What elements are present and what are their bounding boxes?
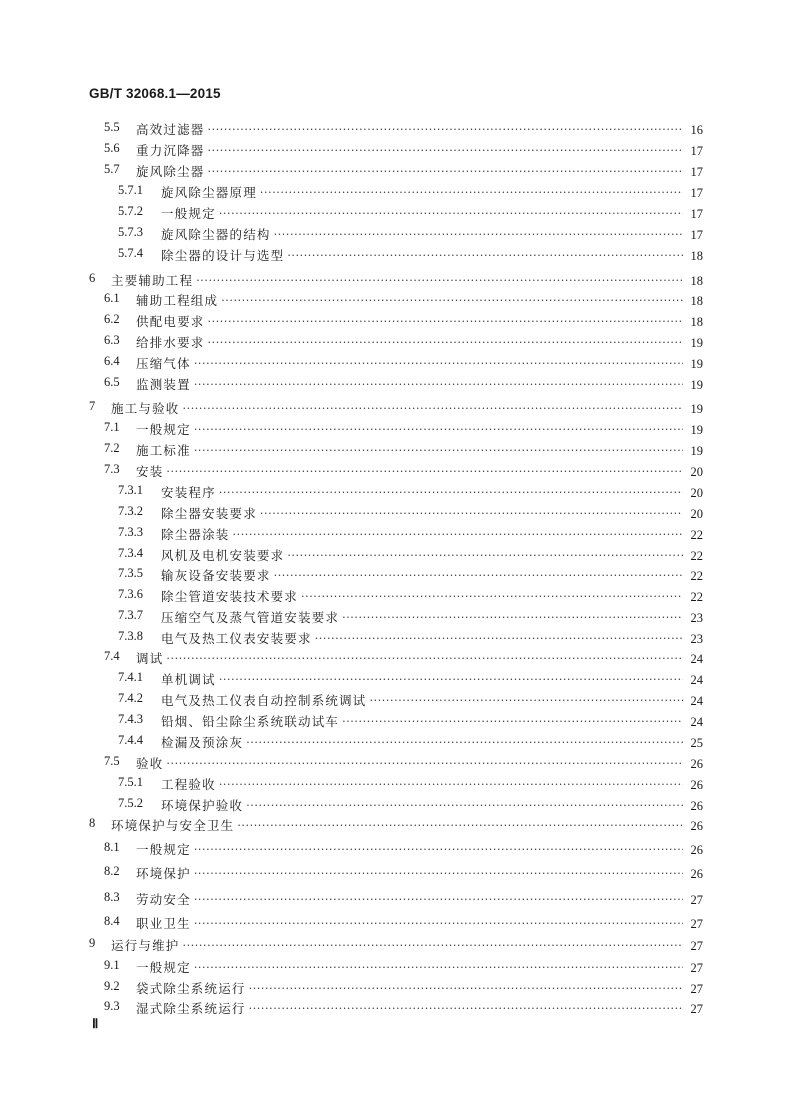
toc-entry-page: 17 (690, 186, 703, 200)
toc-entry-number: 7.4.2 (118, 691, 143, 705)
toc-entry-page: 26 (690, 843, 703, 857)
toc-entry-page: 22 (690, 590, 703, 604)
toc-entry-page: 19 (690, 423, 703, 437)
toc-leader-dots (246, 733, 683, 747)
toc-leader-dots (194, 958, 683, 972)
toc-entry-title: 供配电要求 (136, 314, 205, 329)
toc-leader-dots (315, 629, 683, 643)
toc-entry-title: 主要辅助工程 (111, 273, 194, 288)
toc-entry-number: 5.7.1 (118, 183, 143, 197)
toc-entry-title: 电气及热工仪表自动控制系统调试 (161, 693, 367, 708)
toc-entry-page: 24 (690, 694, 703, 708)
toc-entry-page: 24 (690, 652, 703, 666)
toc-entry-number: 5.7.4 (118, 246, 143, 260)
toc-leader-dots (166, 462, 683, 476)
toc-entry-number: 6 (89, 271, 96, 285)
toc-entry[interactable] (0, 375, 792, 393)
toc-entry-page: 19 (690, 336, 703, 350)
toc-entry[interactable] (0, 225, 792, 243)
toc-entry[interactable] (0, 608, 792, 626)
toc-entry-title: 除尘管道安装技术要求 (161, 589, 299, 604)
toc-entry-title: 袋式除尘系统运行 (136, 981, 246, 996)
toc-entry-page: 24 (690, 715, 703, 729)
toc-entry-page: 26 (690, 757, 703, 771)
toc-entry-page: 18 (690, 294, 703, 308)
toc-entry-title: 一般规定 (136, 422, 191, 437)
toc-entry-page: 23 (690, 632, 703, 646)
toc-leader-dots (166, 649, 683, 663)
toc-entry-title: 环境保护验收 (161, 798, 244, 813)
toc-leader-dots (274, 566, 683, 580)
toc-entry-number: 7.3.6 (118, 587, 143, 601)
toc-entry-title: 职业卫生 (136, 916, 191, 931)
toc-entry-page: 17 (690, 165, 703, 179)
toc-entry-number: 7.3 (104, 462, 120, 476)
toc-leader-dots (208, 333, 683, 347)
toc-entry-number: 9 (89, 936, 96, 950)
toc-entry-title: 重力沉降器 (136, 143, 205, 158)
toc-entry-number: 7.3.8 (118, 629, 143, 643)
standard-number-header: GB/T 32068.1—2015 (89, 86, 221, 101)
toc-leader-dots (166, 754, 683, 768)
toc-entry-number: 8 (89, 816, 96, 830)
toc-entry-page: 19 (690, 357, 703, 371)
toc-entry-number: 7.5.1 (118, 775, 143, 789)
toc-leader-dots (208, 120, 683, 134)
toc-leader-dots (301, 587, 683, 601)
toc-entry-page: 27 (690, 939, 703, 953)
toc-entry[interactable] (0, 291, 792, 309)
toc-leader-dots (208, 162, 683, 176)
toc-leader-dots (208, 312, 683, 326)
toc-entry-number: 7.3.4 (118, 546, 143, 560)
toc-entry[interactable] (0, 816, 792, 834)
toc-leader-dots (194, 441, 683, 455)
toc-entry-page: 27 (690, 917, 703, 931)
toc-entry-title: 辅助工程组成 (136, 293, 219, 308)
toc-entry-title: 旋风除尘器的结构 (161, 227, 271, 242)
toc-entry[interactable] (0, 312, 792, 330)
toc-entry-number: 6.2 (104, 312, 120, 326)
toc-entry-page: 26 (690, 867, 703, 881)
toc-entry[interactable] (0, 890, 792, 908)
toc-entry-page: 27 (690, 1002, 703, 1016)
toc-entry-title: 压缩气体 (136, 356, 191, 371)
toc-entry-number: 7.4.3 (118, 712, 143, 726)
toc-entry-page: 18 (690, 315, 703, 329)
toc-entry-page: 27 (690, 893, 703, 907)
toc-entry[interactable] (0, 958, 792, 976)
toc-entry-number: 9.1 (104, 958, 120, 972)
toc-entry[interactable] (0, 246, 792, 264)
toc-entry-title: 安装 (136, 464, 164, 479)
toc-entry-title: 输灰设备安装要求 (161, 568, 271, 583)
toc-leader-dots (183, 399, 683, 413)
toc-entry[interactable] (0, 141, 792, 159)
toc-entry-title: 一般规定 (161, 206, 216, 221)
toc-leader-dots (246, 796, 683, 810)
toc-entry-page: 23 (690, 611, 703, 625)
toc-entry-title: 压缩空气及蒸气管道安装要求 (161, 610, 340, 625)
toc-entry[interactable] (0, 914, 792, 932)
toc-entry[interactable] (0, 504, 792, 522)
toc-entry-page: 24 (690, 673, 703, 687)
toc-entry[interactable] (0, 979, 792, 997)
toc-entry[interactable] (0, 333, 792, 351)
toc-entry-number: 7.4 (104, 649, 120, 663)
toc-entry-number: 5.6 (104, 141, 120, 155)
toc-leader-dots (196, 271, 683, 285)
toc-entry-number: 7 (89, 399, 96, 413)
toc-leader-dots (194, 375, 683, 389)
toc-entry-number: 8.2 (104, 864, 120, 878)
toc-entry-title: 施工标准 (136, 443, 191, 458)
toc-leader-dots (287, 546, 683, 560)
toc-entry-title: 监测装置 (136, 377, 191, 392)
toc-leader-dots (342, 608, 683, 622)
toc-entry[interactable] (0, 566, 792, 584)
toc-entry-number: 7.3.5 (118, 566, 143, 580)
toc-entry[interactable] (0, 271, 792, 289)
toc-entry-page: 26 (690, 799, 703, 813)
toc-entry[interactable] (0, 204, 792, 222)
toc-entry[interactable] (0, 796, 792, 814)
toc-leader-dots (219, 204, 683, 218)
toc-entry-title: 旋风除尘器原理 (161, 185, 257, 200)
toc-entry-number: 5.7.3 (118, 225, 143, 239)
toc-entry-page: 19 (690, 378, 703, 392)
toc-entry-page: 20 (690, 465, 703, 479)
toc-leader-dots (370, 691, 683, 705)
toc-entry-number: 7.5.2 (118, 796, 143, 810)
toc-entry[interactable] (0, 649, 792, 667)
toc-entry[interactable] (0, 691, 792, 709)
toc-entry-page: 19 (690, 402, 703, 416)
toc-entry-number: 7.5 (104, 754, 120, 768)
toc-leader-dots (194, 914, 683, 928)
toc-leader-dots (219, 775, 683, 789)
toc-leader-dots (260, 183, 683, 197)
toc-entry-number: 5.7 (104, 162, 120, 176)
toc-entry-number: 6.3 (104, 333, 120, 347)
toc-entry-number: 6.1 (104, 291, 120, 305)
toc-entry-title: 一般规定 (136, 960, 191, 975)
toc-entry-title: 运行与维护 (111, 938, 180, 953)
toc-entry-number: 7.1 (104, 420, 120, 434)
toc-entry[interactable] (0, 441, 792, 459)
toc-entry-number: 7.3.3 (118, 525, 143, 539)
toc-entry-page: 17 (690, 144, 703, 158)
toc-entry-title: 旋风除尘器 (136, 164, 205, 179)
toc-entry-page: 16 (690, 123, 703, 137)
toc-entry-number: 8.1 (104, 840, 120, 854)
toc-entry-page: 26 (690, 819, 703, 833)
page-number-footer: Ⅱ (92, 1016, 99, 1031)
toc-leader-dots (194, 354, 683, 368)
toc-entry-title: 铅烟、铅尘除尘系统联动试车 (161, 714, 340, 729)
toc-entry-number: 7.4.1 (118, 670, 143, 684)
toc-leader-dots (249, 979, 683, 993)
toc-entry[interactable] (0, 864, 792, 882)
toc-entry-title: 工程验收 (161, 777, 216, 792)
toc-entry-number: 7.2 (104, 441, 120, 455)
toc-leader-dots (221, 291, 683, 305)
toc-leader-dots (183, 936, 683, 950)
toc-entry-title: 风机及电机安装要求 (161, 548, 285, 563)
toc-entry-title: 湿式除尘系统运行 (136, 1001, 246, 1016)
toc-leader-dots (342, 712, 683, 726)
toc-entry-number: 8.3 (104, 890, 120, 904)
toc-entry-page: 18 (690, 274, 703, 288)
toc-entry[interactable] (0, 162, 792, 180)
toc-entry[interactable] (0, 733, 792, 751)
toc-leader-dots (219, 670, 683, 684)
toc-entry-title: 除尘器的设计与选型 (161, 248, 285, 263)
toc-entry[interactable] (0, 399, 792, 417)
toc-entry-title: 环境保护 (136, 866, 191, 881)
toc-entry-page: 22 (690, 528, 703, 542)
toc-entry-number: 6.4 (104, 354, 120, 368)
toc-entry[interactable] (0, 840, 792, 858)
toc-entry-number: 5.7.2 (118, 204, 143, 218)
toc-entry-title: 电气及热工仪表安装要求 (161, 631, 312, 646)
toc-leader-dots (249, 999, 683, 1013)
toc-entry-page: 20 (690, 507, 703, 521)
toc-leader-dots (194, 840, 683, 854)
toc-leader-dots (274, 225, 683, 239)
toc-entry-page: 17 (690, 228, 703, 242)
toc-entry-title: 高效过滤器 (136, 122, 205, 137)
toc-entry-title: 验收 (136, 756, 164, 771)
toc-entry-title: 除尘器涂装 (161, 527, 230, 542)
toc-entry[interactable] (0, 775, 792, 793)
toc-entry-page: 22 (690, 549, 703, 563)
toc-entry-number: 5.5 (104, 120, 120, 134)
toc-entry-number: 7.4.4 (118, 733, 143, 747)
toc-entry-page: 18 (690, 249, 703, 263)
toc-entry[interactable] (0, 936, 792, 954)
toc-leader-dots (219, 483, 683, 497)
toc-entry-page: 22 (690, 569, 703, 583)
toc-entry-title: 施工与验收 (111, 401, 180, 416)
toc-entry-number: 9.2 (104, 979, 120, 993)
toc-entry-page: 26 (690, 778, 703, 792)
toc-entry[interactable] (0, 754, 792, 772)
toc-leader-dots (194, 420, 683, 434)
toc-entry-page: 27 (690, 982, 703, 996)
toc-entry[interactable] (0, 183, 792, 201)
toc-entry-title: 一般规定 (136, 842, 191, 857)
toc-entry[interactable] (0, 670, 792, 688)
toc-entry-title: 环境保护与安全卫生 (111, 818, 235, 833)
toc-leader-dots (287, 246, 683, 260)
toc-entry[interactable] (0, 712, 792, 730)
toc-entry-title: 安装程序 (161, 485, 216, 500)
toc-entry[interactable] (0, 587, 792, 605)
toc-entry-page: 17 (690, 207, 703, 221)
toc-entry-number: 6.5 (104, 375, 120, 389)
toc-leader-dots (237, 816, 683, 830)
toc-entry-number: 8.4 (104, 914, 120, 928)
toc-leader-dots (233, 525, 683, 539)
toc-entry[interactable] (0, 120, 792, 138)
toc-entry-page: 19 (690, 444, 703, 458)
toc-entry[interactable] (0, 629, 792, 647)
toc-entry[interactable] (0, 354, 792, 372)
toc-entry-title: 单机调试 (161, 672, 216, 687)
toc-entry-page: 27 (690, 961, 703, 975)
toc-leader-dots (208, 141, 683, 155)
toc-entry-title: 给排水要求 (136, 335, 205, 350)
toc-leader-dots (260, 504, 683, 518)
toc-entry[interactable] (0, 546, 792, 564)
toc-entry[interactable] (0, 483, 792, 501)
toc-entry[interactable] (0, 525, 792, 543)
toc-leader-dots (194, 890, 683, 904)
toc-entry[interactable] (0, 420, 792, 438)
toc-entry-title: 调试 (136, 651, 164, 666)
toc-entry-title: 除尘器安装要求 (161, 506, 257, 521)
toc-entry-page: 25 (690, 736, 703, 750)
toc-entry-number: 7.3.2 (118, 504, 143, 518)
toc-leader-dots (194, 864, 683, 878)
toc-entry[interactable] (0, 999, 792, 1017)
toc-entry-number: 7.3.7 (118, 608, 143, 622)
toc-entry-number: 9.3 (104, 999, 120, 1013)
toc-entry-title: 检漏及预涂灰 (161, 735, 244, 750)
toc-entry-title: 劳动安全 (136, 892, 191, 907)
toc-entry[interactable] (0, 462, 792, 480)
toc-entry-number: 7.3.1 (118, 483, 143, 497)
toc-entry-page: 20 (690, 486, 703, 500)
